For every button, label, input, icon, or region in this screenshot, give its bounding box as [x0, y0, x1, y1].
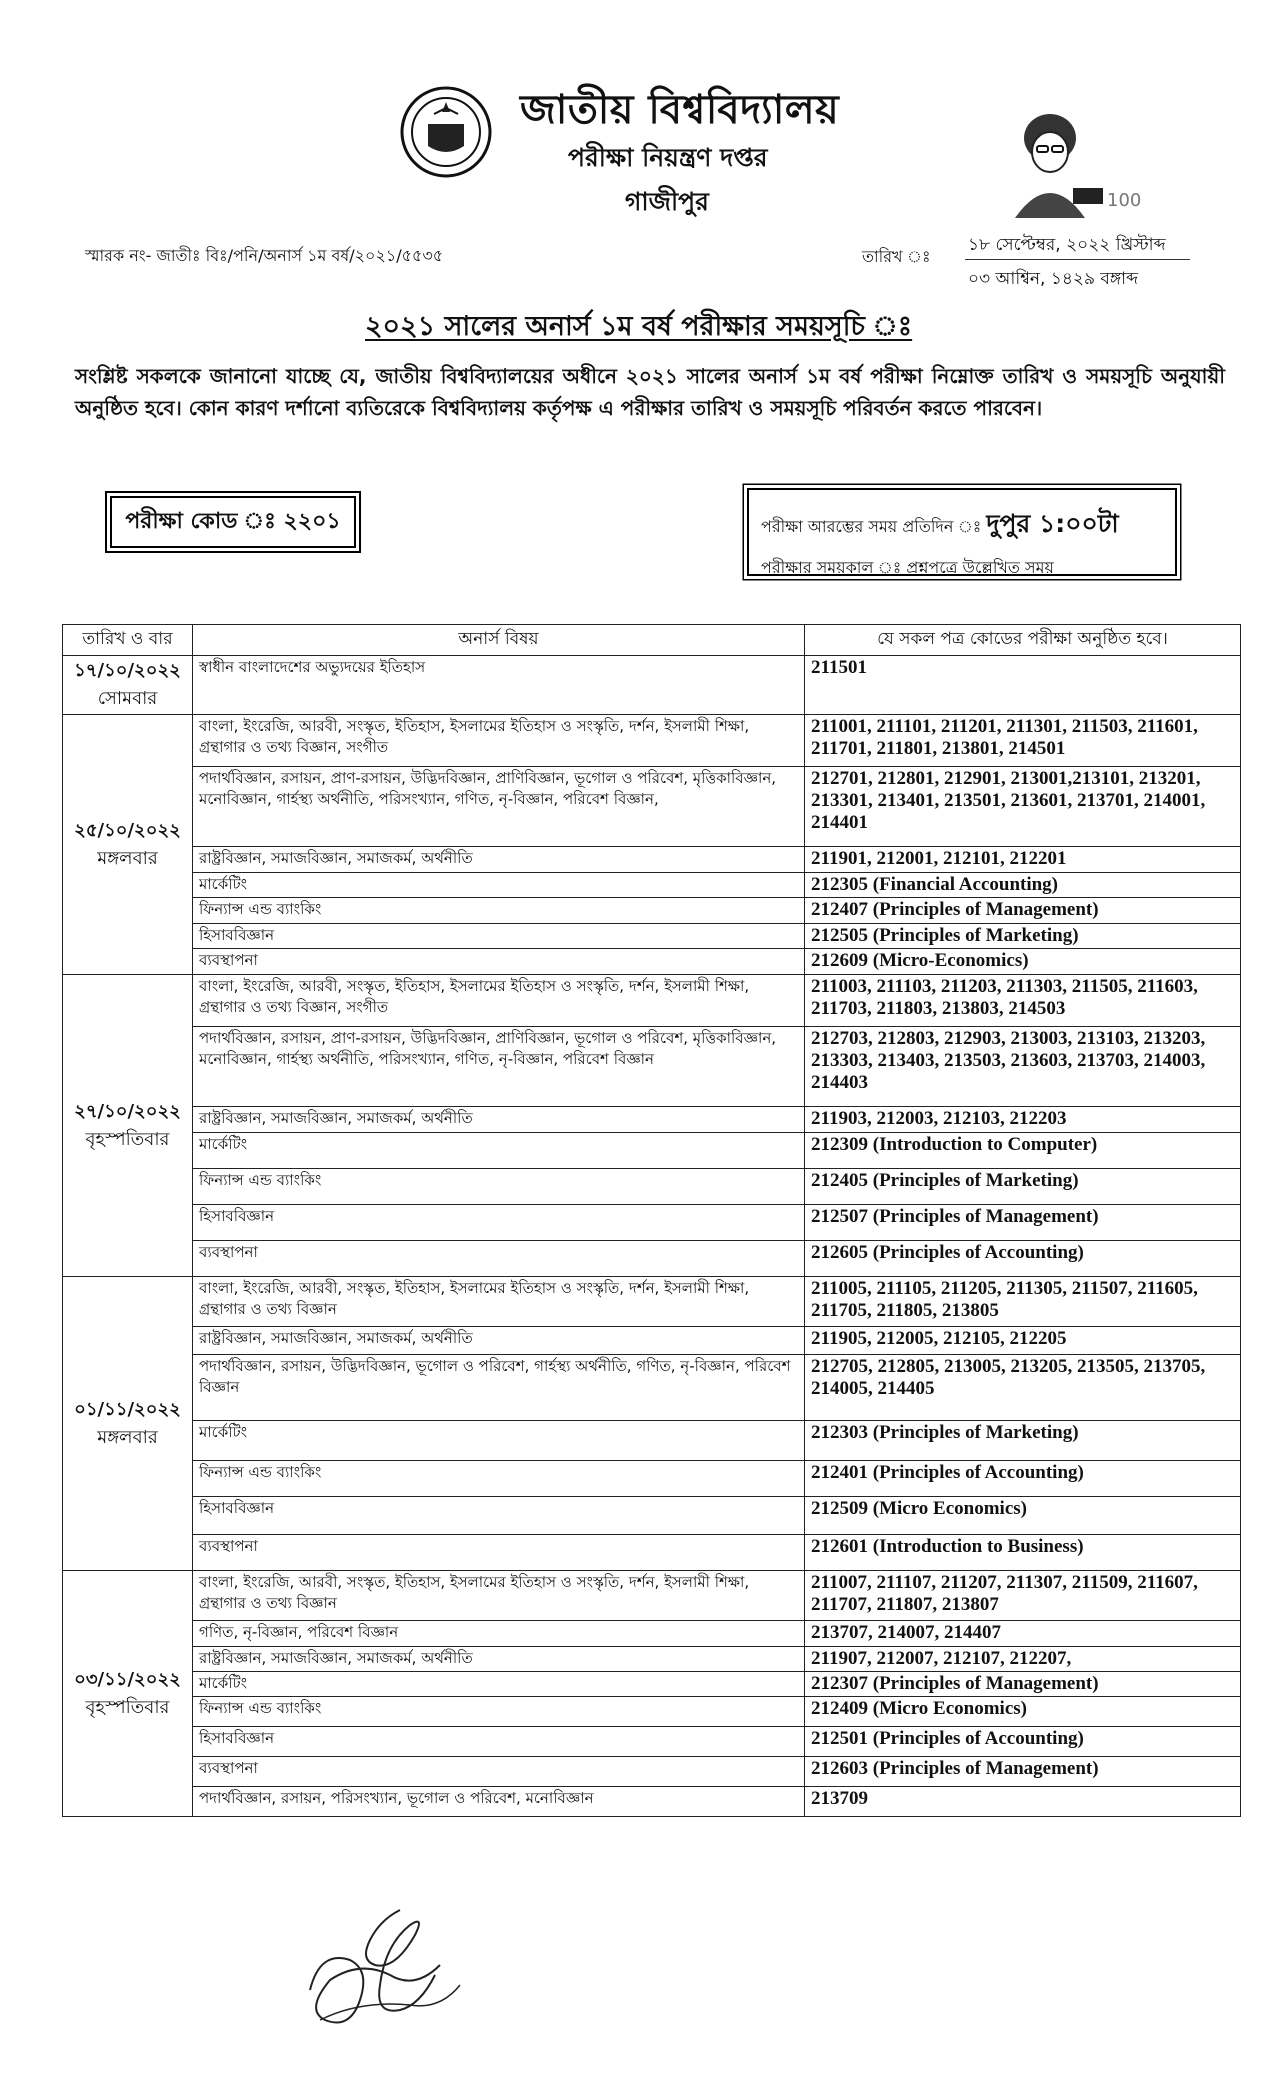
subject-cell: ফিন্যান্স এন্ড ব্যাংকিং — [193, 1169, 805, 1205]
duration-value: প্রশ্নপত্রে উল্লেখিত সময় — [906, 558, 1054, 577]
paper-codes-cell: 212505 (Principles of Marketing) — [805, 924, 1241, 949]
office-name: পরীক্ষা নিয়ন্ত্রণ দপ্তর — [568, 143, 768, 172]
table-row — [63, 1697, 1241, 1727]
subject-cell: বাংলা, ইংরেজি, আরবী, সংস্কৃত, ইতিহাস, ইসলামের ইতিহাস ও সংস্কৃতি, দর্শন, ইসলামী শিক্ষা, গ্রন্থাগার ও তথ্য বিজ্ঞান — [193, 1571, 805, 1621]
memo-reference: স্মারক নং- জাতীঃ বিঃ/পনি/অনার্স ১ম বর্ষ/২০২১/৫৫৩৫ — [85, 246, 444, 265]
subject-cell: গণিত, নৃ-বিজ্ঞান, পরিবেশ বিজ্ঞান — [193, 1621, 805, 1647]
subject-cell: রাষ্ট্রবিজ্ঞান, সমাজবিজ্ঞান, সমাজকর্ম, অর্থনীতি — [193, 847, 805, 873]
exam-schedule-table — [62, 624, 1241, 1817]
paper-codes-cell: 211005, 211105, 211205, 211305, 211507, 211605, 211705, 211805, 213805 — [805, 1277, 1241, 1327]
paper-codes-cell: 211901, 212001, 212101, 212201 — [805, 847, 1241, 873]
subject-cell: মার্কেটিং — [193, 1133, 805, 1169]
table-row — [63, 1241, 1241, 1277]
start-time-label: পরীক্ষা আরম্ভের সময় প্রতিদিন ঃ — [761, 517, 982, 536]
table-row — [63, 975, 1241, 1027]
paper-codes-cell: 212609 (Micro-Economics) — [805, 949, 1241, 975]
paper-codes-cell: 212405 (Principles of Marketing) — [805, 1169, 1241, 1205]
subject-cell: ব্যবস্থাপনা — [193, 1757, 805, 1787]
subject-cell: হিসাববিজ্ঞান — [193, 1727, 805, 1757]
exam-date-cell — [63, 715, 193, 975]
table-row — [63, 1461, 1241, 1497]
table-row — [63, 1107, 1241, 1133]
subject-cell: মার্কেটিং — [193, 873, 805, 898]
exam-day: মঙ্গলবার — [97, 847, 158, 869]
paper-codes-cell: 211003, 211103, 211203, 211303, 211505, 211603, 211703, 211803, 213803, 214503 — [805, 975, 1241, 1027]
subject-cell: রাষ্ট্রবিজ্ঞান, সমাজবিজ্ঞান, সমাজকর্ম, অর্থনীতি — [193, 1107, 805, 1133]
paper-codes-cell: 212605 (Principles of Accounting) — [805, 1241, 1241, 1277]
table-row — [63, 924, 1241, 949]
paper-codes-cell: 212303 (Principles of Marketing) — [805, 1421, 1241, 1461]
subject-cell: বাংলা, ইংরেজি, আরবী, সংস্কৃত, ইতিহাস, ইসলামের ইতিহাস ও সংস্কৃতি, দর্শন, ইসলামী শিক্ষা, গ্রন্থাগার ও তথ্য বিজ্ঞান — [193, 1277, 805, 1327]
city-name: গাজীপুর — [625, 187, 709, 216]
table-row — [63, 949, 1241, 975]
table-row — [63, 1327, 1241, 1355]
date-bangla: ০৩ আশ্বিন, ১৪২৯ বঙ্গাব্দ — [968, 269, 1139, 289]
table-row — [63, 1757, 1241, 1787]
paper-codes-cell: 212509 (Micro Economics) — [805, 1497, 1241, 1535]
table-row — [63, 1497, 1241, 1535]
exam-date: ০৩/১১/২০২২ — [74, 1668, 181, 1690]
subject-cell: ব্যবস্থাপনা — [193, 949, 805, 975]
paper-codes-cell: 212409 (Micro Economics) — [805, 1697, 1241, 1727]
exam-day: বৃহস্পতিবার — [85, 1696, 170, 1718]
exam-date: ১৭/১০/২০২২ — [74, 660, 181, 681]
paper-codes-cell: 211501 — [805, 656, 1241, 715]
table-header-row — [63, 625, 1241, 656]
subject-cell: হিসাববিজ্ঞান — [193, 1205, 805, 1241]
table-row — [63, 1787, 1241, 1817]
page-title: ২০২১ সালের অনার্স ১ম বর্ষ পরীক্ষার সময়সূচি ঃ — [365, 311, 913, 342]
table-row — [63, 1621, 1241, 1647]
exam-date-cell — [63, 1277, 193, 1571]
paper-codes-cell: 212401 (Principles of Accounting) — [805, 1461, 1241, 1497]
table-row — [63, 1421, 1241, 1461]
subject-cell: পদার্থবিজ্ঞান, রসায়ন, উদ্ভিদবিজ্ঞান, ভূগোল ও পরিবেশ, গার্হস্থ্য অর্থনীতি, গণিত, নৃ-বিজ্ঞান, পরিবেশ বিজ্ঞান — [193, 1355, 805, 1421]
date-label: তারিখ ঃ — [862, 247, 931, 266]
table-row — [63, 1647, 1241, 1672]
table-row — [63, 1205, 1241, 1241]
table-row — [63, 656, 1241, 715]
table-row — [63, 847, 1241, 873]
exam-date-cell — [63, 656, 193, 715]
exam-date: ০১/১১/২০২২ — [74, 1398, 181, 1420]
table-row — [63, 873, 1241, 898]
table-row — [63, 1277, 1241, 1327]
paper-codes-cell: 212501 (Principles of Accounting) — [805, 1727, 1241, 1757]
signature — [290, 1900, 490, 2054]
university-seal-icon — [398, 84, 494, 184]
exam-date-cell — [63, 975, 193, 1277]
subject-cell: ফিন্যান্স এন্ড ব্যাংকিং — [193, 1697, 805, 1727]
subject-cell: ফিন্যান্স এন্ড ব্যাংকিং — [193, 1461, 805, 1497]
subject-cell: রাষ্ট্রবিজ্ঞান, সমাজবিজ্ঞান, সমাজকর্ম, অর্থনীতি — [193, 1647, 805, 1672]
paper-codes-cell: 211907, 212007, 212107, 212207, — [805, 1647, 1241, 1672]
table-row — [63, 898, 1241, 924]
table-row — [63, 715, 1241, 767]
table-row — [63, 1672, 1241, 1697]
col-header-date: তারিখ ও বার — [63, 625, 193, 656]
paper-codes-cell: 212305 (Financial Accounting) — [805, 873, 1241, 898]
table-row — [63, 1355, 1241, 1421]
paper-codes-cell: 212507 (Principles of Management) — [805, 1205, 1241, 1241]
exam-time-box — [747, 488, 1177, 576]
subject-cell: মার্কেটিং — [193, 1421, 805, 1461]
paper-codes-cell: 213709 — [805, 1787, 1241, 1817]
paper-codes-cell: 211007, 211107, 211207, 211307, 211509, 211607, 211707, 211807, 213807 — [805, 1571, 1241, 1621]
institution-name: জাতীয় বিশ্ববিদ্যালয় — [520, 87, 840, 133]
paper-codes-cell: 212307 (Principles of Management) — [805, 1672, 1241, 1697]
svg-text:100: 100 — [1107, 190, 1142, 211]
paper-codes-cell: 212703, 212803, 212903, 213003, 213103, 213203, 213303, 213403, 213503, 213603, 213703, 214003, 214403 — [805, 1027, 1241, 1107]
date-divider — [965, 259, 1190, 260]
table-row — [63, 1535, 1241, 1571]
paper-codes-cell: 212407 (Principles of Management) — [805, 898, 1241, 924]
mujib-100-logo-icon — [995, 108, 1145, 222]
subject-cell: হিসাববিজ্ঞান — [193, 924, 805, 949]
paper-codes-cell: 212701, 212801, 212901, 213001,213101, 213201, 213301, 213401, 213501, 213601, 213701, 214001, 214401 — [805, 767, 1241, 847]
paper-codes-cell: 212309 (Introduction to Computer) — [805, 1133, 1241, 1169]
subject-cell: পদার্থবিজ্ঞান, রসায়ন, প্রাণ-রসায়ন, উদ্ভিদবিজ্ঞান, প্রাণিবিজ্ঞান, ভূগোল ও পরিবেশ, মৃত্তিকাবিজ্ঞান, মনোবিজ্ঞান, গার্হস্থ্য অর্থনীতি, পরিসংখ্যান, গণিত, নৃ-বিজ্ঞান, পরিবেশ বিজ্ঞান — [193, 1027, 805, 1107]
exam-day: সোমবার — [97, 688, 158, 709]
exam-day: মঙ্গলবার — [97, 1426, 158, 1448]
paper-codes-cell: 212603 (Principles of Management) — [805, 1757, 1241, 1787]
subject-cell: হিসাববিজ্ঞান — [193, 1497, 805, 1535]
table-row — [63, 1133, 1241, 1169]
table-row — [63, 1169, 1241, 1205]
exam-code-box: পরীক্ষা কোড ঃ ২২০১ — [110, 496, 356, 548]
paper-codes-cell: 211905, 212005, 212105, 212205 — [805, 1327, 1241, 1355]
subject-cell: মার্কেটিং — [193, 1672, 805, 1697]
paper-codes-cell: 212705, 212805, 213005, 213205, 213505, 213705, 214005, 214405 — [805, 1355, 1241, 1421]
subject-cell: ফিন্যান্স এন্ড ব্যাংকিং — [193, 898, 805, 924]
subject-cell: ব্যবস্থাপনা — [193, 1535, 805, 1571]
subject-cell: পদার্থবিজ্ঞান, রসায়ন, প্রাণ-রসায়ন, উদ্ভিদবিজ্ঞান, প্রাণিবিজ্ঞান, ভূগোল ও পরিবেশ, মৃত্তিকাবিজ্ঞান, মনোবিজ্ঞান, গার্হস্থ্য অর্থনীতি, পরিসংখ্যান, গণিত, নৃ-বিজ্ঞান, পরিবেশ বিজ্ঞান, — [193, 767, 805, 847]
intro-paragraph: সংশ্লিষ্ট সকলকে জানানো যাচ্ছে যে, জাতীয় বিশ্ববিদ্যালয়ের অধীনে ২০২১ সালের অনার্স ১ম বর্ষ পরীক্ষা নিম্নোক্ত তারিখ ও সময়সূচি অনুযায়ী অনুষ্ঠিত হবে। কোন কারণ দর্শানো ব্যতিরেকে বিশ্ববিদ্যালয় কর্তৃপক্ষ এ পরীক্ষার তারিখ ও সময়সূচি পরিবর্তন করতে পারবেন। — [75, 364, 1225, 420]
duration-label: পরীক্ষার সময়কাল ঃ — [761, 558, 902, 577]
exam-day: বৃহস্পতিবার — [85, 1128, 170, 1150]
paper-codes-cell: 212601 (Introduction to Business) — [805, 1535, 1241, 1571]
table-row — [63, 1027, 1241, 1107]
subject-cell: স্বাধীন বাংলাদেশের অভ্যুদয়ের ইতিহাস — [193, 656, 805, 715]
subject-cell: বাংলা, ইংরেজি, আরবী, সংস্কৃত, ইতিহাস, ইসলামের ইতিহাস ও সংস্কৃতি, দর্শন, ইসলামী শিক্ষা, গ্রন্থাগার ও তথ্য বিজ্ঞান, সংগীত — [193, 715, 805, 767]
col-header-codes: যে সকল পত্র কোডের পরীক্ষা অনুষ্ঠিত হবে। — [805, 625, 1241, 656]
table-row — [63, 1727, 1241, 1757]
paper-codes-cell: 211001, 211101, 211201, 211301, 211503, 211601, 211701, 211801, 213801, 214501 — [805, 715, 1241, 767]
exam-date-cell — [63, 1571, 193, 1817]
subject-cell: বাংলা, ইংরেজি, আরবী, সংস্কৃত, ইতিহাস, ইসলামের ইতিহাস ও সংস্কৃতি, দর্শন, ইসলামী শিক্ষা, গ্রন্থাগার ও তথ্য বিজ্ঞান, সংগীত — [193, 975, 805, 1027]
exam-date: ২৭/১০/২০২২ — [74, 1100, 181, 1122]
table-row — [63, 1571, 1241, 1621]
paper-codes-cell: 211903, 212003, 212103, 212203 — [805, 1107, 1241, 1133]
table-row — [63, 767, 1241, 847]
start-time-value: দুপুর ১:০০টা — [986, 509, 1119, 538]
paper-codes-cell: 213707, 214007, 214407 — [805, 1621, 1241, 1647]
col-header-subject: অনার্স বিষয় — [193, 625, 805, 656]
subject-cell: ব্যবস্থাপনা — [193, 1241, 805, 1277]
exam-date: ২৫/১০/২০২২ — [74, 819, 181, 841]
subject-cell: রাষ্ট্রবিজ্ঞান, সমাজবিজ্ঞান, সমাজকর্ম, অর্থনীতি — [193, 1327, 805, 1355]
date-gregorian: ১৮ সেপ্টেম্বর, ২০২২ খ্রিস্টাব্দ — [968, 235, 1166, 255]
subject-cell: পদার্থবিজ্ঞান, রসায়ন, পরিসংখ্যান, ভূগোল ও পরিবেশ, মনোবিজ্ঞান — [193, 1787, 805, 1817]
